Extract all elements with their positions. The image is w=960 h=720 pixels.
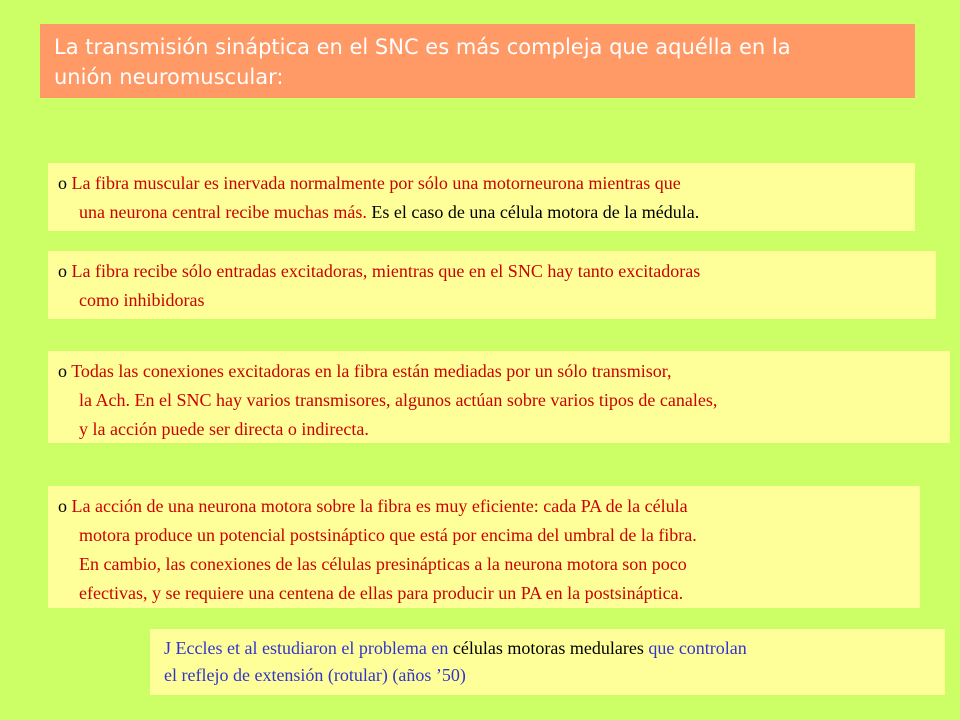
bullet-marker: o — [58, 173, 67, 193]
bullet-box-2 — [48, 251, 936, 319]
bullet-box-4 — [48, 486, 920, 608]
bullet-2-line-1: o La fibra recibe sólo entradas excitadoras, mientras que en el SNC hay tanto excitadoras — [58, 261, 701, 281]
bullet-3-line-3: y la acción puede ser directa o indirecta. — [79, 419, 369, 439]
note-line-1: J Eccles et al estudiaron el problema en células motoras medulares que controlan — [164, 638, 747, 658]
bullet-4-line-4: efectivas, y se requiere una centena de ellas para producir un PA en la postsináptica. — [79, 583, 684, 603]
bullet-box-1 — [48, 163, 915, 231]
bullet-box-3 — [48, 351, 950, 443]
slide-title — [40, 24, 915, 98]
bullet-1-line-1: o La fibra muscular es inervada normalmente por sólo una motorneurona mientras que — [58, 173, 681, 193]
bullet-marker: o — [58, 361, 67, 381]
title-line-1: La transmisión sináptica en el SNC es más compleja que aquélla en la — [54, 35, 791, 59]
bullet-4-line-2: motora produce un potencial postsináptico que está por encima del umbral de la fibra. — [79, 525, 697, 545]
bullet-3-line-2: la Ach. En el SNC hay varios transmisores, algunos actúan sobre varios tipos de canales, — [79, 390, 718, 410]
note-box — [150, 629, 945, 695]
note-line-2: el reflejo de extensión (rotular) (años ’50) — [164, 665, 466, 685]
bullet-marker: o — [58, 496, 67, 516]
bullet-4-line-1: o La acción de una neurona motora sobre la fibra es muy eficiente: cada PA de la célula — [58, 496, 688, 516]
bullet-marker: o — [58, 261, 67, 281]
bullet-1-line-2: una neurona central recibe muchas más. Es el caso de una célula motora de la médula. — [79, 202, 700, 222]
bullet-3-line-1: o Todas las conexiones excitadoras en la fibra están mediadas por un sólo transmisor, — [58, 361, 672, 381]
bullet-4-line-3: En cambio, las conexiones de las células presinápticas a la neurona motora son poco — [79, 554, 687, 574]
title-line-2: unión neuromuscular: — [54, 65, 284, 89]
bullet-2-line-2: como inhibidoras — [79, 290, 205, 310]
